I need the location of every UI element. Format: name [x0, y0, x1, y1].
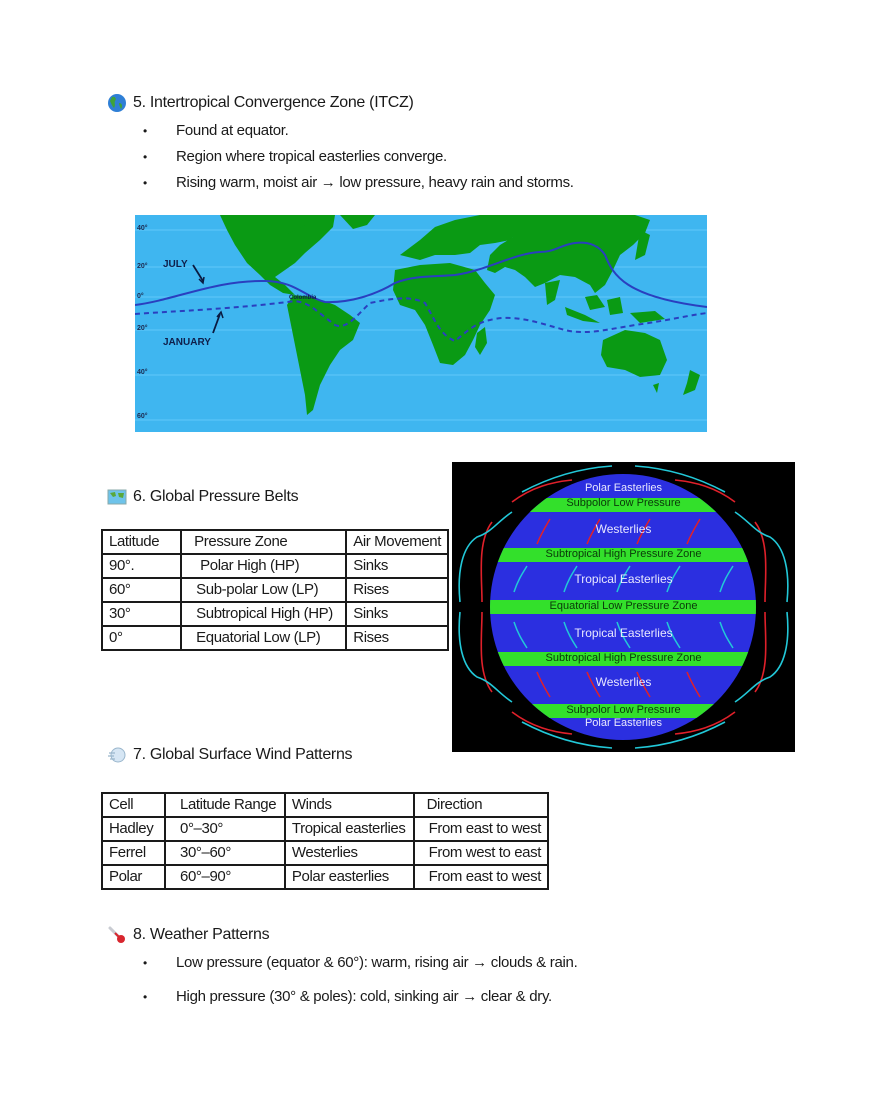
- header-cell: Winds: [285, 793, 414, 817]
- table-cell: 60°: [102, 578, 181, 602]
- lat-tick: 0°: [137, 293, 144, 300]
- table-cell: Polar: [102, 865, 165, 889]
- list-item: • Region where tropical easterlies converge.: [143, 148, 447, 165]
- table-cell: Sub-polar Low (LP): [181, 578, 346, 602]
- table-cell: Rises: [346, 578, 448, 602]
- list-item: • Found at equator.: [143, 122, 289, 139]
- world-map-graphic: [135, 215, 707, 432]
- table-row: [102, 626, 448, 650]
- list-item: • High pressure (30° & poles): cold, sinking air → clear & dry.: [143, 988, 552, 1005]
- table-cell: Sinks: [346, 602, 448, 626]
- table-cell: Westerlies: [285, 841, 414, 865]
- table-cell: Sinks: [346, 554, 448, 578]
- list-item: • Low pressure (equator & 60°): warm, rising air → clouds & rain.: [143, 954, 578, 971]
- band-label: Tropical Easterlies: [574, 572, 673, 586]
- header-cell: Pressure Zone: [181, 530, 346, 554]
- table-row: [102, 817, 548, 841]
- table-cell: 90°.: [102, 554, 181, 578]
- table-cell: Polar High (HP): [181, 554, 346, 578]
- lat-tick: 20°: [137, 325, 148, 332]
- table-cell: Subtropical High (HP): [181, 602, 346, 626]
- band-label: Subtropical High Pressure Zone: [545, 652, 702, 664]
- table-row: [102, 554, 448, 578]
- thermometer-icon: [107, 925, 127, 945]
- header-cell: Cell: [102, 793, 165, 817]
- section-title: 7. Global Surface Wind Patterns: [133, 746, 353, 763]
- pressure-belts-diagram: [452, 462, 795, 752]
- table-row: [102, 578, 448, 602]
- band-label: Subpolor Low Pressure: [566, 704, 681, 716]
- table-cell: Rises: [346, 626, 448, 650]
- pressure-belts-table: [101, 529, 449, 651]
- table-cell: 0°–30°: [165, 817, 285, 841]
- lat-tick: 40°: [137, 369, 148, 376]
- table-cell: Equatorial Low (LP): [181, 626, 346, 650]
- table-cell: Tropical easterlies: [285, 817, 414, 841]
- band-label: Equatorial Low Pressure Zone: [549, 600, 698, 612]
- section-title: 5. Intertropical Convergence Zone (ITCZ): [133, 94, 414, 111]
- band-label: Subtropical High Pressure Zone: [545, 548, 702, 560]
- header-cell: Latitude: [102, 530, 181, 554]
- lat-tick: 60°: [137, 413, 148, 420]
- section-7-heading: [107, 745, 352, 765]
- table-cell: 60°–90°: [165, 865, 285, 889]
- surface-winds-table: [101, 792, 549, 890]
- section-5-heading: [107, 93, 414, 113]
- itcz-world-map: [135, 215, 707, 432]
- table-cell: Hadley: [102, 817, 165, 841]
- globe-americas-icon: [107, 93, 127, 113]
- band-label: Tropical Easterlies: [574, 626, 673, 640]
- band-label: Subpolor Low Pressure: [566, 497, 681, 509]
- table-cell: From east to west: [414, 817, 548, 841]
- colombia-label: Colombia: [289, 295, 317, 301]
- table-header-row: [102, 793, 548, 817]
- table-header-row: [102, 530, 448, 554]
- itcz-bullet-list: [143, 118, 574, 196]
- table-cell: 0°: [102, 626, 181, 650]
- table-cell: From east to west: [414, 865, 548, 889]
- section-title: 6. Global Pressure Belts: [133, 488, 299, 505]
- table-row: [102, 841, 548, 865]
- wind-icon: [107, 745, 127, 765]
- section-6-heading: [107, 487, 298, 507]
- table-cell: 30°: [102, 602, 181, 626]
- table-cell: Polar easterlies: [285, 865, 414, 889]
- band-label: Polar Easterlies: [584, 482, 663, 494]
- world-map-icon: [107, 487, 127, 507]
- header-cell: Direction: [414, 793, 548, 817]
- lat-tick: 40°: [137, 225, 148, 232]
- july-label: JULY: [163, 259, 188, 270]
- table-cell: Ferrel: [102, 841, 165, 865]
- header-cell: Air Movement: [346, 530, 448, 554]
- table-row: [102, 865, 548, 889]
- january-label: JANUARY: [163, 337, 211, 348]
- table-cell: 30°–60°: [165, 841, 285, 865]
- section-8-heading: [107, 925, 269, 945]
- lat-tick: 20°: [137, 263, 148, 270]
- header-cell: Latitude Range: [165, 793, 285, 817]
- table-row: [102, 602, 448, 626]
- section-title: 8. Weather Patterns: [133, 926, 270, 943]
- weather-bullet-list: [143, 950, 578, 1010]
- band-label: Polar Easterlies: [584, 717, 663, 729]
- table-cell: From west to east: [414, 841, 548, 865]
- band-label: Westerlies: [595, 522, 652, 536]
- band-label: Westerlies: [595, 675, 652, 689]
- list-item: • Rising warm, moist air → low pressure, heavy rain and storms.: [143, 174, 574, 191]
